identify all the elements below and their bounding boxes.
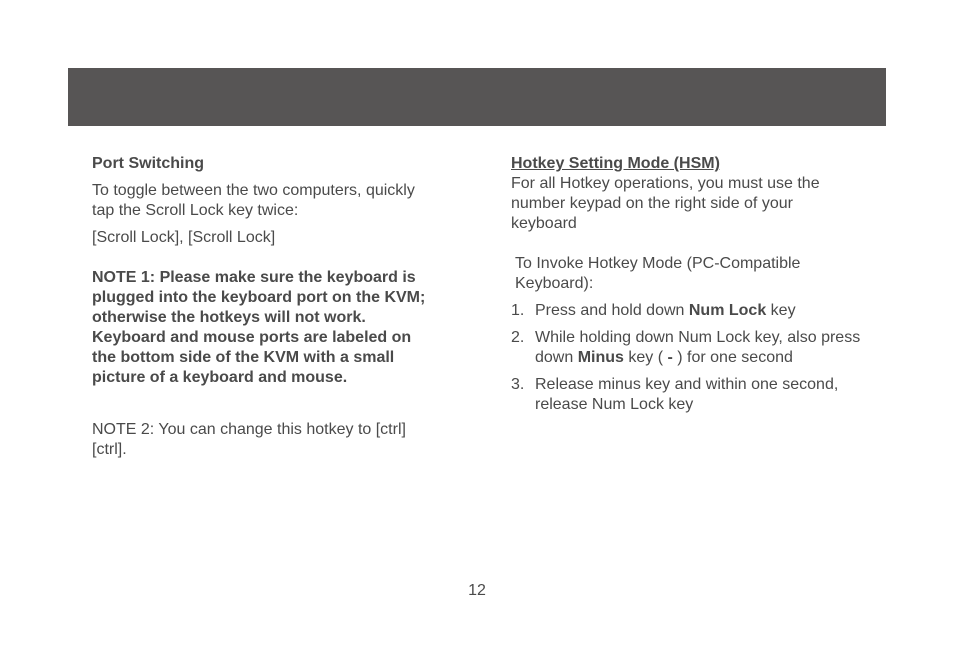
- page-number: 12: [468, 582, 486, 599]
- step-text-part: key (: [623, 349, 668, 366]
- step-text-part: ) for one second: [672, 349, 793, 366]
- step-text-part: While holding down Num Lock key, also press down: [535, 329, 861, 366]
- port-switching-intro: To toggle between the two computers, quickly tap the Scroll Lock key twice:: [92, 182, 415, 219]
- step-number: 1.: [511, 302, 525, 319]
- scroll-lock-keys: [Scroll Lock], [Scroll Lock]: [92, 229, 276, 246]
- header-bar: [68, 68, 886, 126]
- minus-key-label: Minus: [577, 349, 624, 366]
- num-lock-key-label: Num Lock: [688, 302, 767, 319]
- step-text-part: key: [766, 302, 796, 319]
- port-switching-heading: Port Switching: [92, 155, 204, 172]
- minus-symbol: -: [667, 349, 673, 366]
- list-item: [511, 328, 861, 368]
- note-2: NOTE 2: You can change this hotkey to [ctrl] [ctrl].: [92, 421, 406, 458]
- hsm-steps-list: [511, 301, 861, 415]
- hsm-heading: Hotkey Setting Mode (HSM): [511, 155, 720, 172]
- step-number: 2.: [511, 329, 525, 346]
- left-column: [92, 154, 437, 460]
- note-1: NOTE 1: Please make sure the keyboard is plugged into the keyboard port on the KVM; otherwise the hotkeys will not work. Keyboard and mouse ports are labeled on the bottom side of the KVM with a small picture of a keyboard and mouse.: [92, 269, 426, 386]
- step-text: [535, 328, 861, 368]
- step-text: [535, 301, 861, 321]
- list-item: [511, 301, 861, 321]
- list-item: [511, 375, 861, 415]
- step-text-part: Press and hold down: [535, 302, 689, 319]
- right-column: [511, 154, 861, 422]
- step-text: Release minus key and within one second, release Num Lock key: [535, 376, 839, 413]
- invoke-hotkey-text: To Invoke Hotkey Mode (PC-Compatible Keyboard):: [515, 255, 801, 292]
- step-number: 3.: [511, 376, 525, 393]
- hsm-intro: For all Hotkey operations, you must use the number keypad on the right side of your keyboard: [511, 175, 820, 232]
